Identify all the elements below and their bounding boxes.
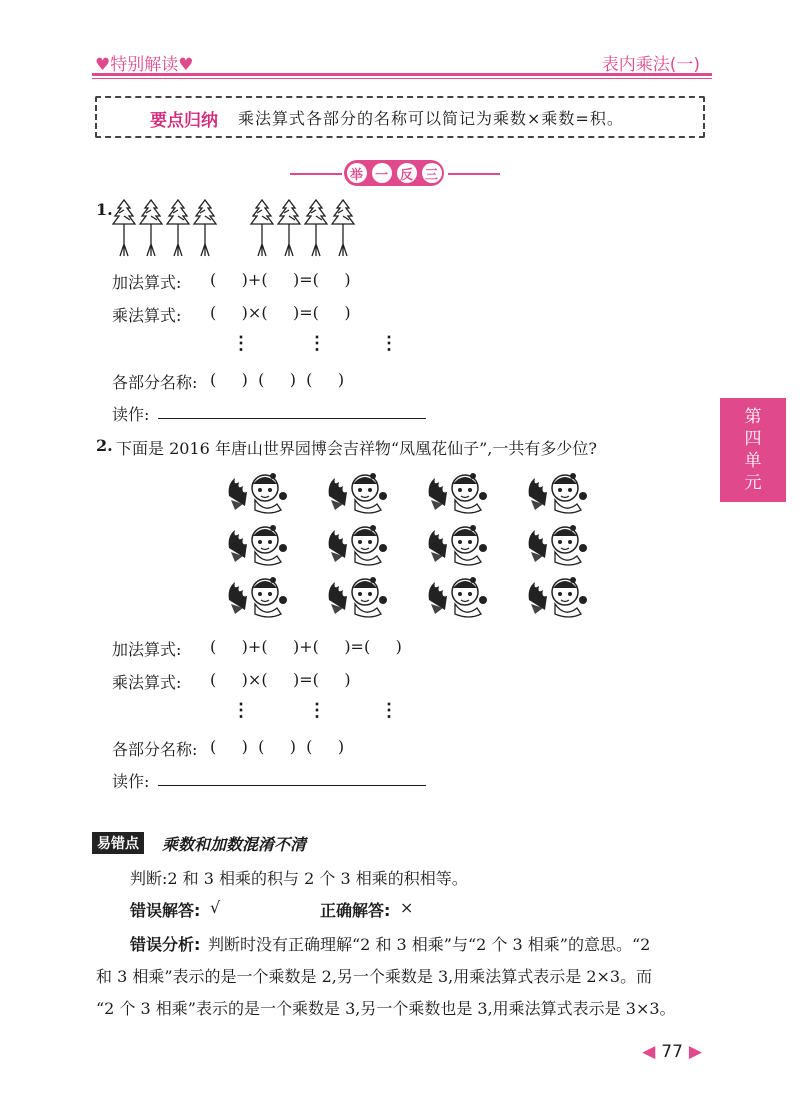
mascot-image <box>529 473 587 513</box>
mascot-image <box>529 525 587 565</box>
header-rule <box>92 73 712 76</box>
tree-group-right <box>248 194 363 258</box>
q2-mul-label: 乘法算式: <box>112 673 182 692</box>
banner-line-left <box>290 173 342 175</box>
q2-parts-expression: ( ) ( ) ( ) <box>210 737 345 756</box>
banner-line-right <box>448 173 500 175</box>
banner-pill <box>344 160 444 186</box>
tree-group-left <box>110 194 225 258</box>
q2-mul-expression: ( )×( )=( ) <box>210 670 351 689</box>
q1-dots: ⋮ <box>232 333 250 354</box>
page-number <box>642 1042 702 1062</box>
analysis-line-1: 判断时没有正确理解“2 和 3 相乘”与“2 个 3 相乘”的意思。“2 <box>208 935 651 954</box>
mascot-image <box>529 577 587 617</box>
mascot-image <box>329 577 387 617</box>
q1-parts-label: 各部分名称: <box>112 373 198 392</box>
q1-mul-label: 乘法算式: <box>112 306 182 325</box>
mascot-image <box>229 577 287 617</box>
mascot-image <box>429 473 487 513</box>
q1-parts-expression: ( ) ( ) ( ) <box>210 370 345 389</box>
mascot-grid <box>225 470 595 620</box>
q2-dots: ⋮ <box>308 700 326 721</box>
mascot-image <box>229 473 287 513</box>
header-rule-thin <box>92 78 712 79</box>
banner-char: 三 <box>422 163 442 183</box>
q1-add-label: 加法算式: <box>112 273 182 292</box>
q2-parts-label: 各部分名称: <box>112 740 198 759</box>
q1-dots: ⋮ <box>380 333 398 354</box>
q2-read-label: 读作: <box>112 772 150 791</box>
right-answer-value: × <box>400 898 414 917</box>
question-1-number: 1. <box>96 200 113 219</box>
mascot-image <box>329 525 387 565</box>
arrow-left-icon: ◀ <box>642 1042 656 1062</box>
key-point-text: 乘法算式各部分的名称可以简记为乘数×乘数=积。 <box>238 109 624 128</box>
analysis-line-3: “2 个 3 相乘”表示的是一个乘数是 3,另一个乘数也是 3,用乘法算式表示是 3×3。 <box>96 999 676 1018</box>
mascot-image <box>429 525 487 565</box>
arrow-right-icon: ▶ <box>688 1042 702 1062</box>
analysis-label: 错误分析: <box>130 935 201 954</box>
error-judge-statement: 判断:2 和 3 相乘的积与 2 个 3 相乘的积相等。 <box>130 869 468 888</box>
error-point-tag: 易错点 <box>92 832 144 854</box>
q2-add-label: 加法算式: <box>112 640 182 659</box>
question-2-number: 2. <box>96 436 113 455</box>
q1-mul-expression: ( )×( )=( ) <box>210 303 351 322</box>
mascot-image <box>329 473 387 513</box>
mascot-image <box>429 577 487 617</box>
q2-add-expression: ( )+( )+( )=( ) <box>210 637 402 656</box>
q2-answer-line[interactable] <box>158 785 426 786</box>
banner-char: 一 <box>372 163 392 183</box>
wrong-answer-label: 错误解答: <box>130 901 201 920</box>
page-number-value: 77 <box>661 1042 683 1062</box>
q2-dots: ⋮ <box>380 700 398 721</box>
banner-char: 举 <box>347 163 367 183</box>
key-point-label: 要点归纳 <box>150 111 218 131</box>
mascot-image <box>229 525 287 565</box>
unit-side-tab: 第 四 单 元 <box>720 398 786 502</box>
q2-dots: ⋮ <box>232 700 250 721</box>
q1-read-label: 读作: <box>112 405 150 424</box>
analysis-line-2: 和 3 相乘”表示的是一个乘数是 2,另一个乘数是 3,用乘法算式表示是 2×3。而 <box>96 967 653 986</box>
error-point-title: 乘数和加数混淆不清 <box>162 835 307 854</box>
q1-answer-line[interactable] <box>158 418 426 419</box>
header-chapter-title: 表内乘法(一) <box>601 55 700 75</box>
q1-dots: ⋮ <box>308 333 326 354</box>
q1-add-expression: ( )+( )=( ) <box>210 270 351 289</box>
header-section-title: ♥特别解读♥ <box>95 55 194 75</box>
banner-char: 反 <box>397 163 417 183</box>
right-answer-label: 正确解答: <box>320 901 391 920</box>
question-2-text: 下面是 2016 年唐山世界园博会吉祥物“凤凰花仙子”,一共有多少位? <box>116 439 597 458</box>
wrong-answer-value: √ <box>210 898 221 917</box>
